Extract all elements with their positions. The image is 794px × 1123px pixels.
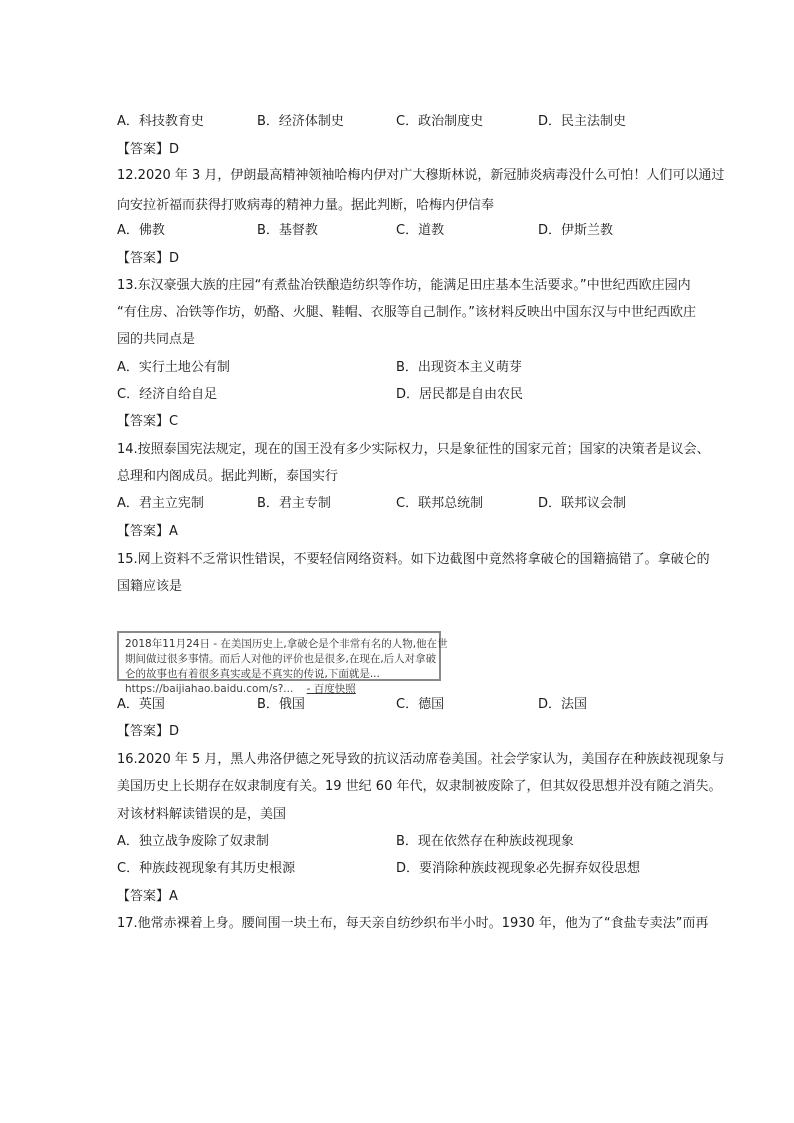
- q16-option-a: A．独立战争废除了奴隶制: [117, 834, 269, 849]
- q13-options-row-2: [117, 385, 677, 405]
- q16-stem-line-3: 对该材料解读错误的是，美国: [117, 807, 287, 822]
- q13-stem-line-1: 13.东汉豪强大族的庄园“有煮盐冶铁酿造纺织等作坊，能满足田庄基本生活要求。”中世纪西欧庄园内: [117, 278, 691, 293]
- q15-options: [117, 695, 677, 715]
- q13-option-c: C．经济自给自足: [117, 387, 218, 402]
- screenshot-text-line-3: 仑的故事也有着很多真实或是不真实的传说,下面就是...: [125, 668, 380, 680]
- q14-option-d: D．联邦议会制: [538, 496, 627, 511]
- q12-answer: 【答案】D: [117, 251, 180, 266]
- search-result-screenshot: [117, 631, 448, 695]
- q11-option-a: A．科技教育史: [117, 114, 204, 129]
- q13-options-row-1: [117, 358, 677, 378]
- q15-option-c: C．德国: [396, 697, 445, 712]
- q16-option-c: C．种族歧视现象有其历史根源: [117, 861, 296, 876]
- q14-stem-line-2: 总理和内阁成员。据此判断，泰国实行: [117, 469, 339, 484]
- q11-option-c: C．政治制度史: [396, 114, 484, 129]
- q14-stem-line-1: 14.按照泰国宪法规定，现在的国王没有多少实际权力，只是象征性的国家元首；国家的决策者是议会、: [117, 442, 710, 457]
- q14-option-c: C．联邦总统制: [396, 496, 484, 511]
- q16-stem-line-1: 16.2020 年 5 月，黑人弗洛伊德之死导致的抗议活动席卷美国。社会学家认为，美国存在种族歧视现象与: [117, 752, 725, 767]
- q12-option-c: C．道教: [396, 223, 445, 238]
- q15-answer: 【答案】D: [117, 724, 180, 739]
- q11-option-d: D．民主法制史: [538, 114, 627, 129]
- q16-answer: 【答案】A: [117, 889, 178, 904]
- q11-option-b: B．经济体制史: [257, 114, 344, 129]
- q14-answer: 【答案】A: [117, 524, 178, 539]
- screenshot-text-line-2: 期间做过很多事情。而后人对他的评价也是很多,在现在,后人对拿破: [125, 653, 437, 665]
- q13-option-d: D．居民都是自由农民: [396, 387, 524, 402]
- q12-stem-line-1: 12.2020 年 3 月，伊朗最高精神领袖哈梅内伊对广大穆斯林说，新冠肺炎病毒没什么可怕！人们可以通过: [117, 168, 725, 183]
- q15-option-a: A．英国: [117, 697, 165, 712]
- q13-option-b: B．出现资本主义萌芽: [396, 360, 522, 375]
- q16-options-row-2: [117, 859, 677, 879]
- q14-option-b: B．君主专制: [257, 496, 331, 511]
- q15-option-d: D．法国: [538, 697, 588, 712]
- q16-options-row-1: [117, 832, 677, 852]
- q16-option-b: B．现在依然存在种族歧视现象: [396, 834, 574, 849]
- q12-options: [117, 221, 677, 241]
- screenshot-url: https://baijiahao.baidu.com/s?...: [125, 683, 294, 695]
- q13-option-a: A．实行土地公有制: [117, 360, 230, 375]
- q12-option-a: A．佛教: [117, 223, 165, 238]
- q16-stem-line-2: 美国历史上长期存在奴隶制度有关。19 世纪 60 年代，奴隶制被废除了，但其奴役思想并没有随之消失。: [117, 779, 722, 794]
- q14-option-a: A．君主立宪制: [117, 496, 204, 511]
- q16-option-d: D．要消除种族歧视现象必先摒弃奴役思想: [396, 861, 641, 876]
- q15-stem-line-1: 15.网上资料不乏常识性错误，不要轻信网络资料。如下边截图中竟然将拿破仑的国籍搞错了。拿破仑的: [117, 552, 710, 567]
- q15-stem-line-2: 国籍应该是: [117, 579, 183, 594]
- q14-options: [117, 494, 677, 514]
- q11-options: [117, 112, 677, 132]
- q13-stem-line-2: “有住房、冶铁等作坊，奶酪、火腿、鞋帽、衣服等自己制作。”该材料反映出中国东汉与中世纪西欧庄: [117, 305, 696, 320]
- q17-stem-line-1: 17.他常赤裸着上身。腰间围一块土布，每天亲自纺纱织布半小时。1930 年，他为了“食盐专卖法”而再: [117, 916, 709, 931]
- q12-option-d: D．伊斯兰教: [538, 223, 614, 238]
- screenshot-cache-link: - 百度快照: [306, 683, 356, 695]
- q12-option-b: B．基督教: [257, 223, 318, 238]
- screenshot-text-line-1: 2018年11月24日 - 在美国历史上,拿破仑是个非常有名的人物,他在世: [125, 638, 448, 650]
- q15-option-b: B．俄国: [257, 697, 305, 712]
- q12-stem-line-2: 向安拉祈福而获得打败病毒的精神力量。据此判断，哈梅内伊信奉: [117, 198, 495, 213]
- q13-stem-line-3: 园的共同点是: [117, 332, 196, 347]
- q13-answer: 【答案】C: [117, 414, 179, 429]
- q11-answer: 【答案】D: [117, 142, 180, 157]
